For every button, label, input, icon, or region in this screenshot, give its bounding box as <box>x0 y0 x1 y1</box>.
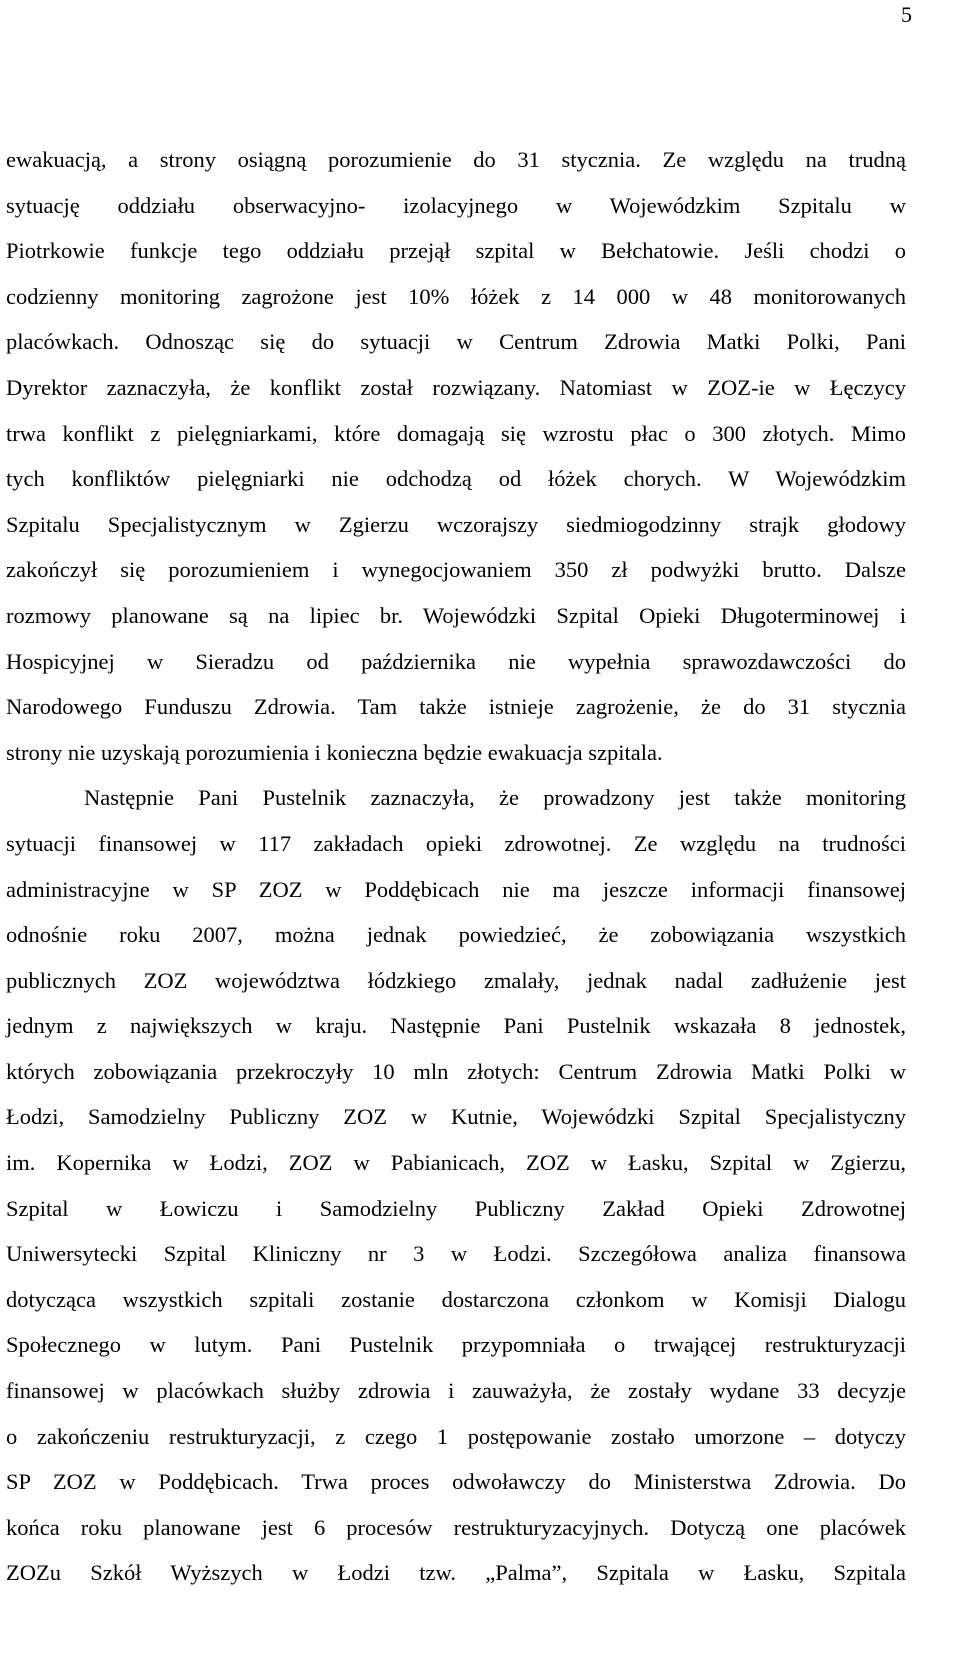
text-line: placówkach. Odnosząc się do sytuacji w Centrum Zdrowia Matki Polki, Pani <box>6 329 906 355</box>
text-line: finansowej w placówkach służby zdrowia i zauważyła, że zostały wydane 33 decyzje <box>6 1378 906 1404</box>
text-line: Dyrektor zaznaczyła, że konflikt został rozwiązany. Natomiast w ZOZ-ie w Łęczycy <box>6 374 906 400</box>
text-line: ewakuacją, a strony osiągną porozumienie do 31 stycznia. Ze względu na trudną <box>6 147 906 172</box>
text-line: o zakończeniu restrukturyzacji, z czego 1 postępowanie zostało umorzone – dotyczy <box>6 1423 906 1449</box>
text-line: jednym z największych w kraju. Następnie Pani Pustelnik wskazała 8 jednostek, <box>6 1013 906 1039</box>
text-line: Narodowego Funduszu Zdrowia. Tam także istnieje zagrożenie, że do 31 stycznia <box>6 694 906 720</box>
text-line: sytuacji finansowej w 117 zakładach opieki zdrowotnej. Ze względu na trudności <box>6 830 906 856</box>
text-line: sytuację oddziału obserwacyjno- izolacyjnego w Wojewódzkim Szpitalu w <box>6 192 906 218</box>
text-line: Następnie Pani Pustelnik zaznaczyła, że prowadzony jest także monitoring <box>84 785 906 811</box>
text-line: których zobowiązania przekroczyły 10 mln złotych: Centrum Zdrowia Matki Polki w <box>6 1058 906 1084</box>
text-line: Piotrkowie funkcje tego oddziału przejął szpital w Bełchatowie. Jeśli chodzi o <box>6 238 906 264</box>
text-line: zakończył się porozumieniem i wynegocjowaniem 350 zł podwyżki brutto. Dalsze <box>6 557 906 583</box>
paragraph <box>6 775 906 1596</box>
text-line: trwa konflikt z pielęgniarkami, które domagają się wzrostu płac o 300 złotych. Mimo <box>6 420 906 446</box>
text-line: strony nie uzyskają porozumienia i konieczna będzie ewakuacja szpitala. <box>6 739 663 765</box>
text-line: Łodzi, Samodzielny Publiczny ZOZ w Kutnie, Wojewódzki Szpital Specjalistyczny <box>6 1104 906 1130</box>
text-line: administracyjne w SP ZOZ w Poddębicach nie ma jeszcze informacji finansowej <box>6 876 906 902</box>
text-line: Szpital w Łowiczu i Samodzielny Publiczny Zakład Opieki Zdrowotnej <box>6 1195 906 1221</box>
text-line: Społecznego w lutym. Pani Pustelnik przypomniała o trwającej restrukturyzacji <box>6 1332 906 1358</box>
text-line: tych konfliktów pielęgniarki nie odchodzą od łóżek chorych. W Wojewódzkim <box>6 466 906 492</box>
paragraph <box>6 137 906 775</box>
document-body <box>6 137 906 1596</box>
page-number: 5 <box>901 2 912 27</box>
text-line: im. Kopernika w Łodzi, ZOZ w Pabianicach, ZOZ w Łasku, Szpital w Zgierzu, <box>6 1150 906 1176</box>
text-line: codzienny monitoring zagrożone jest 10% łóżek z 14 000 w 48 monitorowanych <box>6 283 906 309</box>
text-line: rozmowy planowane są na lipiec br. Wojewódzki Szpital Opieki Długoterminowej i <box>6 602 906 628</box>
text-line: Szpitalu Specjalistycznym w Zgierzu wczorajszy siedmiogodzinny strajk głodowy <box>6 511 906 537</box>
text-line: publicznych ZOZ województwa łódzkiego zmalały, jednak nadal zadłużenie jest <box>6 967 906 993</box>
text-line: Hospicyjnej w Sieradzu od października nie wypełnia sprawozdawczości do <box>6 648 906 674</box>
text-line: końca roku planowane jest 6 procesów restrukturyzacyjnych. Dotyczą one placówek <box>6 1514 906 1540</box>
text-line: dotycząca wszystkich szpitali zostanie dostarczona członkom w Komisji Dialogu <box>6 1286 906 1312</box>
text-line: ZOZu Szkół Wyższych w Łodzi tzw. „Palma”, Szpitala w Łasku, Szpitala <box>6 1560 906 1586</box>
text-line: odnośnie roku 2007, można jednak powiedzieć, że zobowiązania wszystkich <box>6 922 906 948</box>
text-line: Uniwersytecki Szpital Kliniczny nr 3 w Łodzi. Szczegółowa analiza finansowa <box>6 1241 906 1267</box>
text-line: SP ZOZ w Poddębicach. Trwa proces odwoławczy do Ministerstwa Zdrowia. Do <box>6 1469 906 1495</box>
